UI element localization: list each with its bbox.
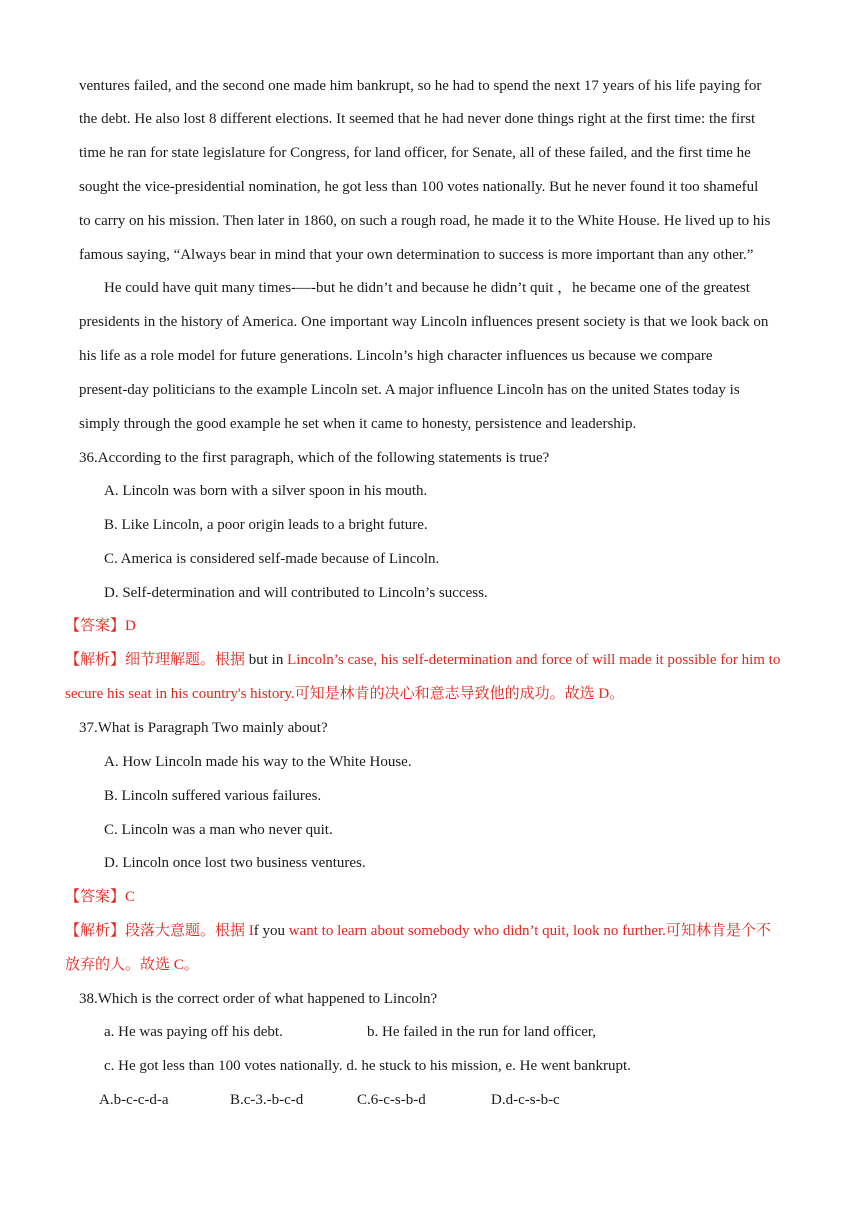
passage-line: present-day politicians to the example Lincoln set. A major influence Lincoln has on the united States today is xyxy=(79,382,740,398)
passage-line: simply through the good example he set when it came to honesty, persistence and leadership. xyxy=(79,416,637,432)
question-36-analysis xyxy=(65,650,780,670)
question-38-event-a: a. He was paying off his debt. xyxy=(104,1024,283,1040)
question-36-option-a: A. Lincoln was born with a silver spoon in his mouth. xyxy=(104,483,428,499)
question-37-option-a: A. How Lincoln made his way to the White House. xyxy=(104,754,412,770)
question-38-choice-d: D.d-c-s-b-c xyxy=(491,1092,560,1108)
passage-line: ventures failed, and the second one made him bankrupt, so he had to spend the next 17 years of his life paying for xyxy=(79,78,762,94)
question-38-events-cde: c. He got less than 100 votes nationally. d. he stuck to his mission, e. He went bankrupt. xyxy=(104,1058,631,1074)
passage-line: sought the vice-presidential nomination, he got less than 100 votes nationally. But he never found it too shameful xyxy=(79,179,759,195)
analysis-text: 【解析】段落大意题。根据 I xyxy=(65,923,254,939)
question-37-analysis-cont: 放弃的人。故选 C。 xyxy=(65,957,199,973)
question-36-option-c: C. America is considered self-made because of Lincoln. xyxy=(104,551,440,567)
question-37-answer: 【答案】C xyxy=(65,889,136,905)
passage-line: famous saying, “Always bear in mind that your own determination to success is more important than any other.” xyxy=(79,247,754,263)
analysis-quote-start: f you xyxy=(253,923,285,939)
question-37-option-b: B. Lincoln suffered various failures. xyxy=(104,788,322,804)
passage-line: He could have quit many times-—-but he didn’t and because he didn’t quit ，he became one of the greatest xyxy=(104,280,750,296)
question-36-analysis-cont: secure his seat in his country's history.可知是林肯的决心和意志导致他的成功。故选 D。 xyxy=(65,686,625,702)
question-37-analysis xyxy=(65,921,771,941)
passage-line: the debt. He also lost 8 different elections. It seemed that he had never done things right at the first time: the first xyxy=(79,111,756,127)
analysis-text: want to learn about somebody who didn’t quit, look no further.可知林肯是个不 xyxy=(285,923,771,939)
question-38-choice-b: B.c-3.-b-c-d xyxy=(230,1092,304,1108)
question-38-choice-c: C.6-c-s-b-d xyxy=(357,1092,426,1108)
analysis-quote-start: but in xyxy=(248,652,284,668)
question-36-option-b: B. Like Lincoln, a poor origin leads to a bright future. xyxy=(104,517,428,533)
passage-line: time he ran for state legislature for Congress, for land officer, for Senate, all of these failed, and the first time he xyxy=(79,145,751,161)
question-38-choice-a: A.b-c-c-d-a xyxy=(99,1092,169,1108)
question-36-stem: 36.According to the first paragraph, which of the following statements is true? xyxy=(79,450,550,466)
question-37-option-c: C. Lincoln was a man who never quit. xyxy=(104,822,333,838)
question-38-stem: 38.Which is the correct order of what happened to Lincoln? xyxy=(79,991,438,1007)
question-36-answer: 【答案】D xyxy=(65,618,136,634)
question-37-option-d: D. Lincoln once lost two business ventures. xyxy=(104,855,366,871)
passage-line: presidents in the history of America. One important way Lincoln influences present society is that we look back on xyxy=(79,314,769,330)
analysis-text: Lincoln’s case, his self-determination and force of will made it possible for him to xyxy=(283,652,781,668)
question-36-option-d: D. Self-determination and will contributed to Lincoln’s success. xyxy=(104,585,488,601)
question-38-event-b: b. He failed in the run for land officer, xyxy=(367,1024,597,1040)
passage-line: his life as a role model for future generations. Lincoln’s high character influences us because we compare xyxy=(79,348,713,364)
passage-line: to carry on his mission. Then later in 1860, on such a rough road, he made it to the White House. He lived up to his xyxy=(79,213,771,229)
analysis-text: 【解析】细节理解题。根据 xyxy=(65,652,249,668)
question-37-stem: 37.What is Paragraph Two mainly about? xyxy=(79,720,328,736)
